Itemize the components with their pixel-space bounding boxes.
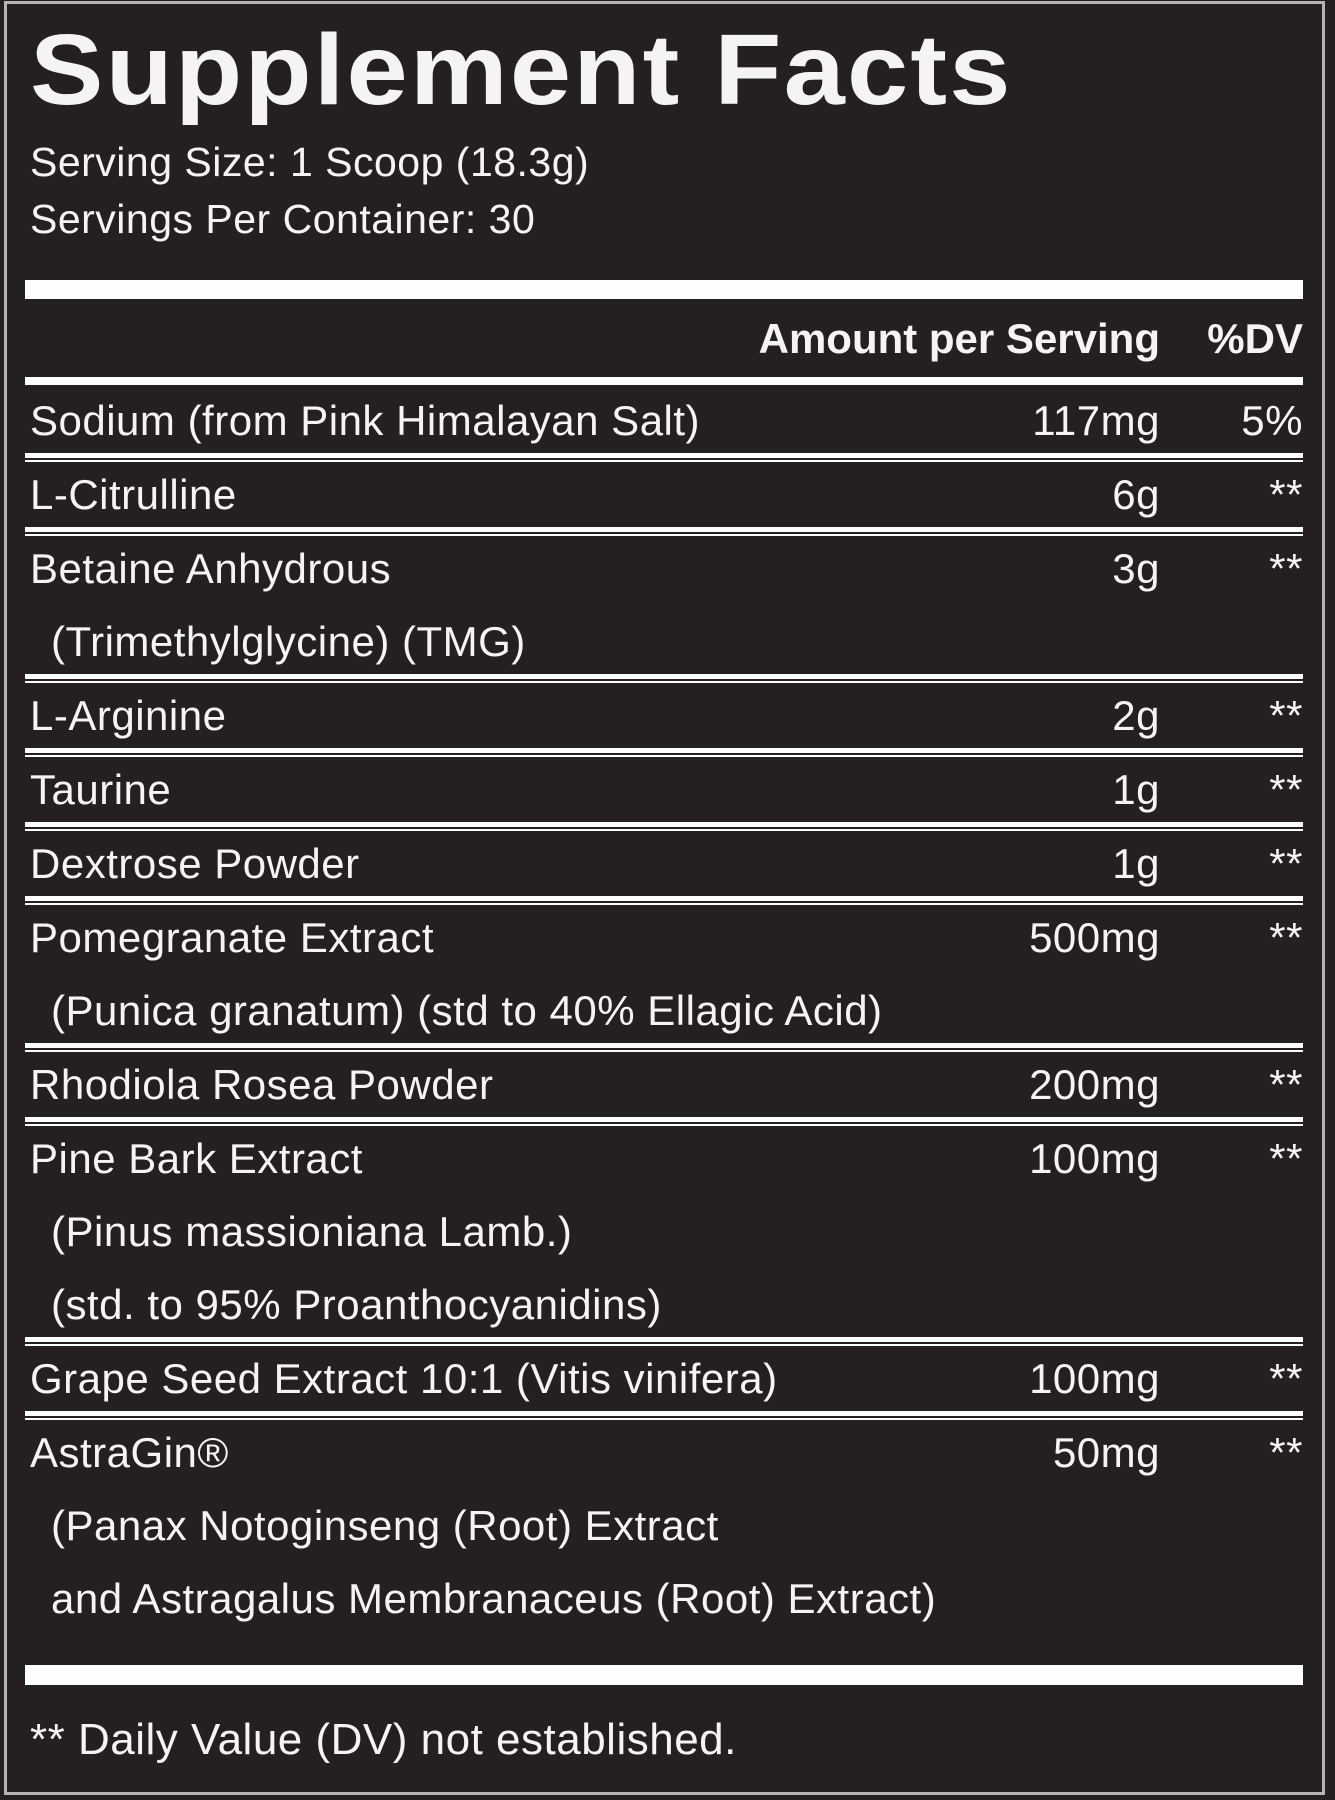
ingredient-dv: ** (1269, 545, 1303, 592)
ingredient-dv: ** (1269, 1135, 1303, 1182)
ingredient-amount: 6g (1112, 471, 1160, 518)
ingredient-name: Dextrose Powder (30, 840, 360, 887)
ingredient-name: L-Citrulline (30, 471, 237, 518)
table-row (25, 1127, 1303, 1337)
dv-column-header: %DV (1207, 315, 1303, 362)
ingredient-name: Grape Seed Extract 10:1 (Vitis vinifera) (30, 1355, 778, 1402)
table-header-row (25, 299, 1303, 377)
table-row (25, 684, 1303, 748)
ingredient-amount: 1g (1112, 766, 1160, 813)
ingredient-subline: (std. to 95% Proanthocyanidins) (51, 1281, 662, 1328)
row-rule (25, 748, 1303, 758)
ingredient-name (25, 1431, 1053, 1621)
ingredient-amount: 200mg (1029, 1061, 1160, 1108)
ingredient-name-main: Pine Bark Extract (30, 1135, 363, 1182)
header-rule (25, 377, 1303, 385)
ingredient-name: L-Arginine (30, 692, 227, 739)
ingredient-subline: (Pinus massioniana Lamb.) (51, 1208, 573, 1255)
row-rule (25, 1043, 1303, 1053)
ingredient-amount: 1g (1112, 840, 1160, 887)
row-rule (25, 1337, 1303, 1347)
table-row (25, 1053, 1303, 1117)
page-title: Supplement Facts (30, 14, 1013, 126)
ingredient-subline: and Astragalus Membranaceus (Root) Extract) (51, 1575, 937, 1622)
ingredient-amount: 100mg (1029, 1135, 1160, 1182)
ingredient-dv: ** (1269, 692, 1303, 739)
ingredient-name (25, 1137, 1029, 1327)
row-rule (25, 527, 1303, 537)
row-rule (25, 1117, 1303, 1127)
ingredient-dv: ** (1269, 1061, 1303, 1108)
ingredient-name-main: Betaine Anhydrous (30, 545, 392, 592)
ingredient-name: Taurine (30, 766, 172, 813)
ingredient-amount: 50mg (1052, 1429, 1160, 1476)
separator-bar-bottom (25, 1665, 1303, 1685)
table-row (25, 832, 1303, 896)
ingredient-dv: ** (1269, 766, 1303, 813)
ingredient-amount: 3g (1112, 545, 1160, 592)
ingredient-dv: ** (1269, 914, 1303, 961)
ingredient-name-main: Pomegranate Extract (30, 914, 435, 961)
ingredient-name: Sodium (from Pink Himalayan Salt) (30, 397, 701, 444)
ingredient-amount: 117mg (1032, 397, 1160, 444)
ingredient-subline: (Punica granatum) (std to 40% Ellagic Acid) (51, 987, 883, 1034)
table-row (25, 1421, 1303, 1655)
servings-per-container: Servings Per Container: 30 (30, 196, 536, 242)
table-row (25, 463, 1303, 527)
row-rule (25, 896, 1303, 906)
ingredient-dv: ** (1269, 1429, 1303, 1476)
ingredient-dv: ** (1269, 840, 1303, 887)
footnote: ** Daily Value (DV) not established. (30, 1715, 737, 1764)
ingredient-name-main: AstraGin® (30, 1429, 229, 1476)
ingredient-name (25, 547, 1112, 664)
row-rule (25, 453, 1303, 463)
amount-column-header: Amount per Serving (758, 315, 1160, 362)
row-rule (25, 822, 1303, 832)
ingredient-name: Rhodiola Rosea Powder (30, 1061, 494, 1108)
ingredient-amount: 500mg (1029, 914, 1160, 961)
row-rule (25, 1411, 1303, 1421)
ingredient-name (25, 916, 1029, 1033)
ingredient-subline: (Panax Notoginseng (Root) Extract (51, 1502, 719, 1549)
ingredient-dv: 5% (1241, 397, 1303, 444)
panel-content (25, 0, 1303, 1765)
table-row (25, 906, 1303, 1043)
serving-info (25, 134, 1303, 248)
ingredient-dv: ** (1269, 471, 1303, 518)
ingredient-subline: (Trimethylglycine) (TMG) (51, 618, 526, 665)
ingredient-amount: 100mg (1029, 1355, 1160, 1402)
table-row (25, 1347, 1303, 1411)
separator-bar-top (25, 280, 1303, 299)
ingredient-dv: ** (1269, 1355, 1303, 1402)
ingredient-amount: 2g (1112, 692, 1160, 739)
row-rule (25, 674, 1303, 684)
table-row (25, 385, 1303, 453)
serving-size: Serving Size: 1 Scoop (18.3g) (30, 139, 590, 185)
table-row (25, 537, 1303, 674)
table-row (25, 758, 1303, 822)
